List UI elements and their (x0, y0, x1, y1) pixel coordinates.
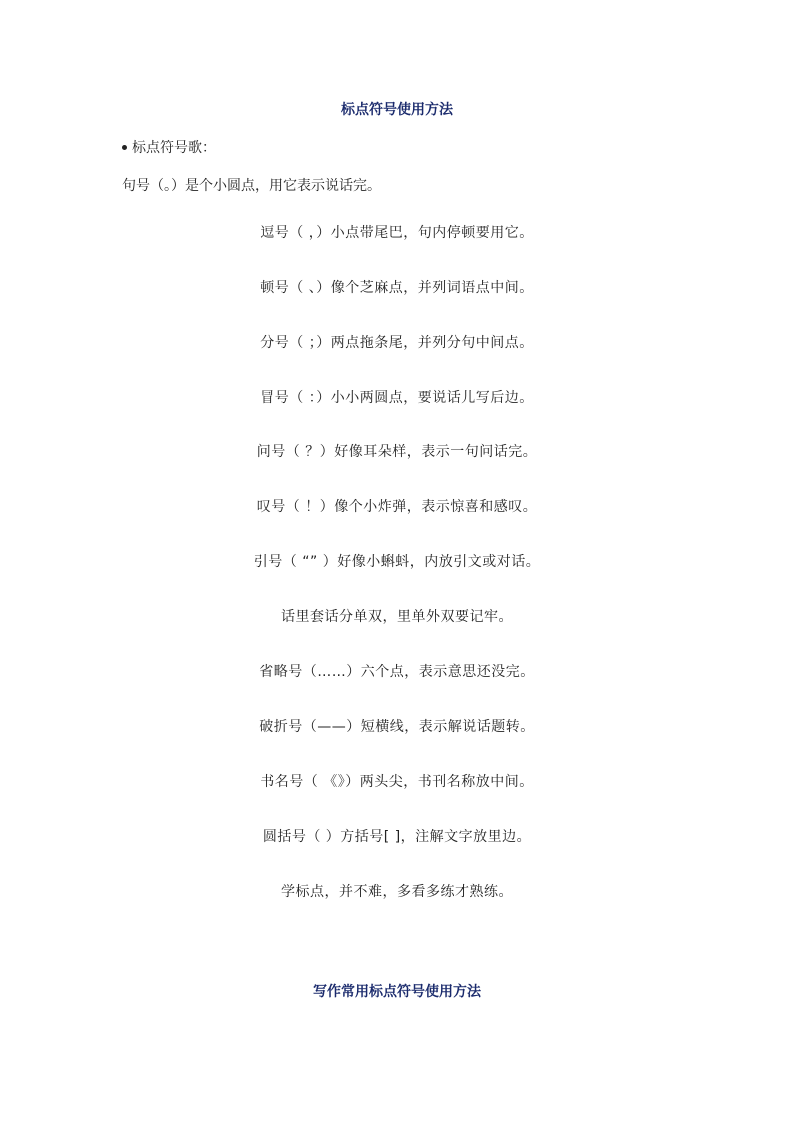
section-subtitle: 写作常用标点符号使用方法 (313, 984, 481, 1000)
verse-line: 问号（ ？）好像耳朵样，表示一句问话完。 (256, 444, 538, 460)
verse-line: 逗号（ ，）小点带尾巴，句内停顿要用它。 (260, 225, 534, 241)
verse-line: 顿号（ 、）像个芝麻点，并列词语点中间。 (260, 280, 534, 296)
verse-line: 冒号（ ：）小小两圆点，要说话儿写后边。 (260, 390, 534, 406)
verse-line: 破折号（——）短横线，表示解说话题转。 (259, 719, 535, 735)
verse-line: 书名号（ 《》）两头尖，书刊名称放中间。 (260, 774, 534, 790)
verse-line: 分号（ ；）两点拖条尾，并列分句中间点。 (260, 335, 534, 351)
verse-line: 引号（ “” ）好像小蝌蚪，内放引文或对话。 (253, 554, 541, 570)
page-title: 标点符号使用方法 (341, 102, 453, 118)
verse-line: 省略号（……）六个点，表示意思还没完。 (259, 664, 535, 680)
bullet-icon (122, 145, 127, 150)
song-heading-text: 标点符号歌： (132, 140, 216, 156)
verse-line: 学标点，并不难，多看多练才熟练。 (281, 884, 513, 900)
verse-line: 叹号（ ！）像个小炸弹，表示惊喜和感叹。 (256, 499, 538, 515)
verse-line: 话里套话分单双，里单外双要记牢。 (281, 609, 513, 625)
verse-line: 圆括号（ ）方括号[ ]，注解文字放里边。 (262, 829, 532, 845)
song-heading (122, 137, 216, 157)
intro-line: 句号（。）是个小圆点，用它表示说话完。 (122, 178, 381, 194)
